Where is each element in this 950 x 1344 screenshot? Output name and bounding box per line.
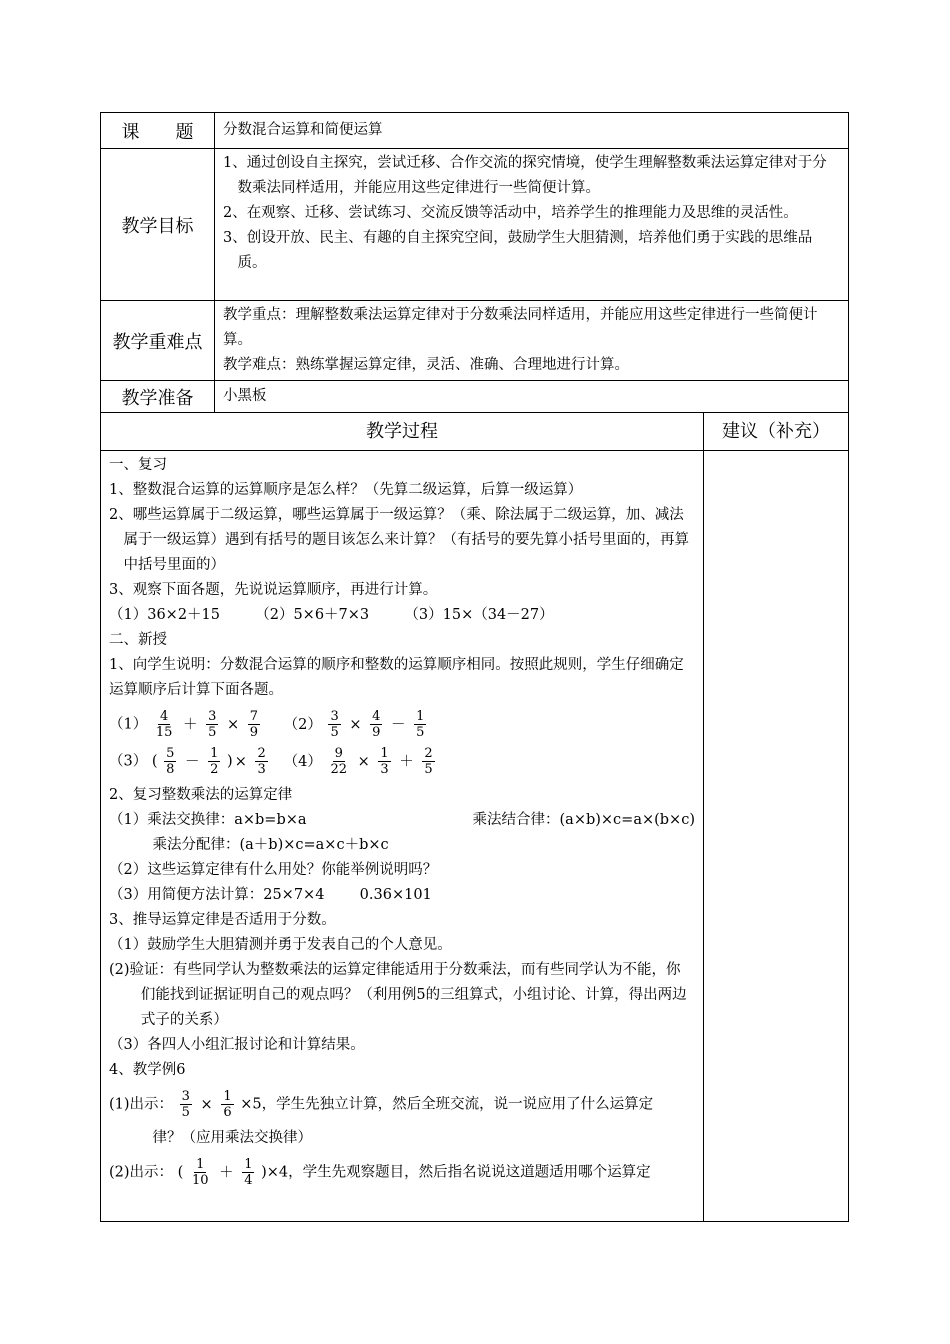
keypoints-row xyxy=(101,301,849,381)
lesson-table xyxy=(100,112,849,1222)
commutative-law: （1）乘法交换律：a×b=b×a xyxy=(109,812,307,828)
exercise-number: （1） xyxy=(109,716,148,733)
law-row xyxy=(109,808,695,833)
fraction: $\frac{1}{10}$ xyxy=(191,1157,209,1188)
teaching-difficulty: 教学难点：熟练掌握运算定律，灵活、准确、合理地进行计算。 xyxy=(223,357,629,373)
review-exercise: （3）15×（34－27） xyxy=(404,607,554,623)
fraction: $\frac{1}{6}$ xyxy=(223,1089,232,1120)
suggest-header: 建议（补充） xyxy=(704,413,849,451)
prep-value: 小黑板 xyxy=(215,381,849,413)
distributive-law: 乘法分配律：(a＋b)×c=a×c＋b×c xyxy=(152,837,389,853)
objectives-label: 教学目标 xyxy=(101,149,215,301)
fraction: $\frac{7}{9}$ xyxy=(249,709,259,740)
keypoints-content xyxy=(215,301,849,381)
example6-item: (2)出示： ( $\frac{1}{10}$ ＋ $\frac{1}{4}$ )×4，学生先观察题目，然后指名说说这道题适用哪个运算定 xyxy=(109,1157,651,1188)
objective-item: 2、在观察、迁移、尝试练习、交流反馈等活动中，培养学生的推理能力及思维的灵活性。 xyxy=(223,205,798,221)
prep-row xyxy=(101,381,849,413)
fraction-exercise: （1） $\frac{4}{15}$ ＋ $\frac{3}{5}$ × $\frac{7}{9}$ xyxy=(109,709,259,740)
topic-value: 分数混合运算和简便运算 xyxy=(215,113,849,149)
infer-title: 3、推导运算定律是否适用于分数。 xyxy=(109,912,336,928)
fraction: $\frac{3}{5}$ xyxy=(208,709,217,740)
lesson-plan xyxy=(100,112,848,1222)
fraction: $\frac{1}{2}$ xyxy=(210,746,219,777)
law-question: （3）用简便方法计算：25×7×4 0.36×101 xyxy=(109,887,432,903)
review-exercise: （1）36×2＋15 xyxy=(109,607,221,623)
exercise-number: （4） xyxy=(283,753,322,770)
fraction: $\frac{4}{15}$ xyxy=(155,709,173,740)
exercise-number: （3） xyxy=(109,753,148,770)
review-title: 一、复习 xyxy=(109,457,167,473)
example6-title: 4、教学例6 xyxy=(109,1062,186,1078)
example6-item: (1)出示： $\frac{3}{5}$ × $\frac{1}{6}$ ×5，学生先独立计算，然后全班交流，说一说应用了什么运算定 xyxy=(109,1089,654,1120)
fraction: $\frac{1}{4}$ xyxy=(244,1157,253,1188)
law-question: （2）这些运算定律有什么用处？你能举例说明吗？ xyxy=(109,862,438,878)
associative-law: 乘法结合律：(a×b)×c=a×(b×c) xyxy=(472,812,695,828)
review-item: 2、哪些运算属于二级运算，哪些运算属于一级运算？（乘、除法属于二级运算，加、减法属于一级运算）遇到有括号的题目该怎么来计算？（有括号的要先算小括号里面的，再算中括号里面的） xyxy=(109,507,689,573)
objective-item: 1、通过创设自主探究，尝试迁移、合作交流的探究情境，使学生理解整数乘法运算定律对于分数乘法同样适用，并能应用这些定律进行一些简便计算。 xyxy=(223,155,827,196)
fraction: $\frac{3}{5}$ xyxy=(330,709,339,740)
fraction-exercise-row xyxy=(109,709,695,740)
objectives-row xyxy=(101,149,849,301)
infer-item: （3）各四人小组汇报讨论和计算结果。 xyxy=(109,1037,365,1053)
review-item: 1、整数混合运算的运算顺序是怎么样？（先算二级运算，后算一级运算） xyxy=(109,482,583,498)
keypoints-label: 教学重难点 xyxy=(101,301,215,381)
process-header-row xyxy=(101,413,849,451)
fraction-exercise: （4） $\frac{9}{22}$ × $\frac{1}{3}$ ＋ $\frac{2}{5}$ xyxy=(283,746,433,777)
objectives-content xyxy=(215,149,849,301)
process-header: 教学过程 xyxy=(101,413,704,451)
fraction: $\frac{5}{8}$ xyxy=(166,746,175,777)
infer-item: （1）鼓励学生大胆猜测并勇于发表自己的个人意见。 xyxy=(109,937,452,953)
fraction: $\frac{1}{5}$ xyxy=(416,709,425,740)
fraction-exercise: （3） ( $\frac{5}{8}$ － $\frac{1}{2}$ ) × $\frac{2}{3}$ xyxy=(109,746,266,777)
fraction: $\frac{3}{5}$ xyxy=(181,1089,190,1120)
prep-label: 教学准备 xyxy=(101,381,215,413)
infer-item: (2)验证：有些同学认为整数乘法的运算定律能适用于分数乘法，而有些同学认为不能，你们能找到证据证明自己的观点吗？（利用例5的三组算式，小组讨论、计算，得出两边式子的关系） xyxy=(109,962,687,1028)
review-exercises xyxy=(109,603,695,628)
objective-item: 3、创设开放、民主、有趣的自主探究空间，鼓励学生大胆猜测，培养他们勇于实践的思维品质。 xyxy=(223,230,813,271)
teaching-focus: 教学重点：理解整数乘法运算定律对于分数乘法同样适用，并能应用这些定律进行一些简便计算。 xyxy=(223,307,818,348)
new-title: 二、新授 xyxy=(109,632,167,648)
suggest-column xyxy=(704,451,849,1222)
topic-row xyxy=(101,113,849,149)
process-content xyxy=(101,451,704,1222)
fraction: $\frac{2}{5}$ xyxy=(424,746,433,777)
exercise-number: （2） xyxy=(283,716,322,733)
review-exercise: （2）5×6＋7×3 xyxy=(255,607,370,623)
fraction-exercise-row xyxy=(109,746,695,777)
fraction: $\frac{4}{9}$ xyxy=(372,709,381,740)
review-item: 3、观察下面各题，先说说运算顺序，再进行计算。 xyxy=(109,582,438,598)
new-item: 1、向学生说明：分数混合运算的顺序和整数的运算顺序相同。按照此规则，学生仔细确定运算顺序后计算下面各题。 xyxy=(109,657,684,698)
law-title: 2、复习整数乘法的运算定律 xyxy=(109,787,293,803)
fraction-exercise: （2） $\frac{3}{5}$ × $\frac{4}{9}$ － $\frac{1}{5}$ xyxy=(283,709,425,740)
example6-item-cont: 律？（应用乘法交换律） xyxy=(152,1130,312,1146)
fraction: $\frac{2}{3}$ xyxy=(257,746,266,777)
process-row xyxy=(101,451,849,1222)
fraction: $\frac{1}{3}$ xyxy=(380,746,389,777)
topic-label: 课 题 xyxy=(101,113,215,149)
fraction: $\frac{9}{22}$ xyxy=(330,746,347,777)
